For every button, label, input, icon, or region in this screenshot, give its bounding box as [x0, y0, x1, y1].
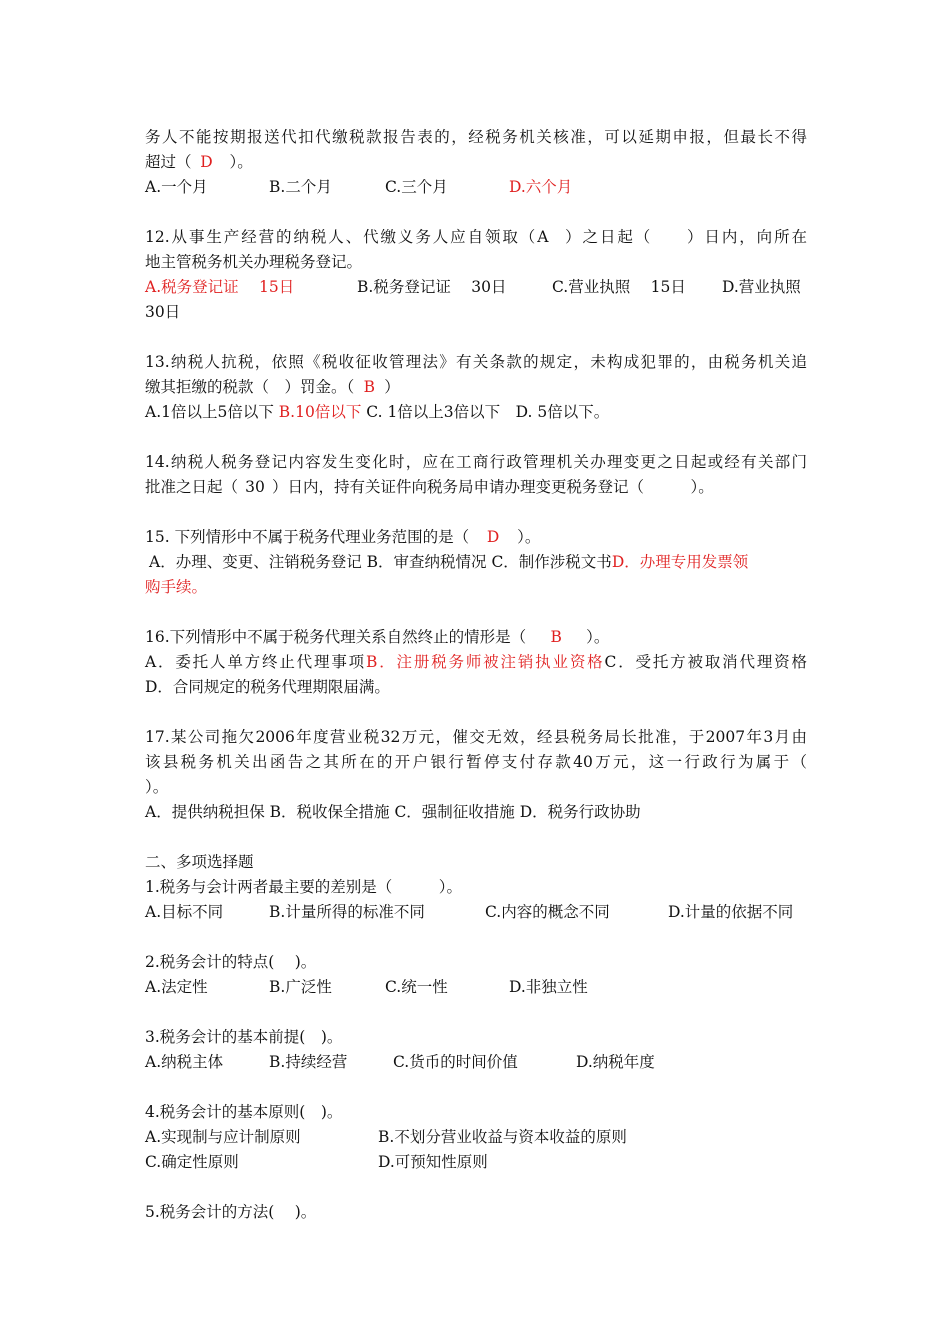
m1-option-d: D.计量的依据不同	[668, 903, 794, 921]
m3-option-b: B.持续经营	[269, 1053, 348, 1071]
q11-option-d: D.六个月	[509, 178, 573, 196]
q12-option-d: D.营业执照	[722, 278, 801, 296]
m4-options-cd	[145, 1150, 807, 1175]
q13-line1: 13.纳税人抗税，依照《税收征收管理法》有关条款的规定，未构成犯罪的，由税务机关追	[145, 353, 807, 371]
m3-option-c: C.货币的时间价值	[393, 1053, 518, 1071]
m3-option-d: D.纳税年度	[576, 1053, 655, 1071]
m2-option-a: A.法定性	[145, 978, 208, 996]
m3-options	[145, 1050, 807, 1075]
q12-answer: A	[537, 228, 549, 246]
q13-answer: B	[363, 378, 375, 396]
m4-option-c: C.确定性原则	[145, 1153, 239, 1171]
m5-question: 5.税务会计的方法( )。	[145, 1203, 317, 1221]
q15-options: A．办理、变更、注销税务登记 B．审查纳税情况 C．制作涉税文书D．办理专用发票领	[149, 553, 749, 571]
m4-option-b: B.不划分营业收益与资本收益的原则	[378, 1128, 627, 1146]
m3-option-a: A.纳税主体	[145, 1053, 224, 1071]
m2-option-d: D.非独立性	[509, 978, 588, 996]
q13-options	[145, 400, 807, 425]
q16-option-b: B．注册税务师被注销执业资格	[365, 653, 605, 671]
section-title: 二、多项选择题	[145, 853, 254, 871]
q12-option-c: C.营业执照 15日	[552, 278, 686, 296]
q16-option-a: A．委托人单方终止代理事项	[145, 653, 366, 671]
q12-line1: 12.从事生产经营的纳税人、代缴义务人应自领取（A ）之日起（ ）日内，向所在	[145, 225, 807, 250]
m2-option-b: B.广泛性	[269, 978, 332, 996]
q16-line1: 16.下列情形中不属于税务代理关系自然终止的情形是（ B ）。	[145, 625, 807, 650]
m2-options	[145, 975, 807, 1000]
q14-answer: 30	[245, 478, 265, 496]
q11-options	[145, 175, 807, 200]
q16-option-d: D．合同规定的税务代理期限届满。	[145, 678, 390, 696]
q11-option-b: B.二个月	[269, 178, 332, 196]
m1-options	[145, 900, 807, 925]
q17-line2: 该县税务机关出函告之其所在的开户银行暂停支付存款40万元，这一行政行为属于（	[145, 753, 807, 771]
m1-option-c: C.内容的概念不同	[485, 903, 610, 921]
q13-option-cd: C. 1倍以上3倍以下 D. 5倍以下。	[366, 403, 610, 421]
q12-option-d-cont: 30日	[145, 303, 181, 321]
q15-line1: 15. 下列情形中不属于税务代理业务范围的是（ D ）。	[145, 525, 807, 550]
q17-line1: 17.某公司拖欠2006年度营业税32万元，催交无效，经县税务局长批准，于2007年3月由	[145, 728, 807, 746]
m4-question: 4.税务会计的基本原则( )。	[145, 1103, 343, 1121]
q12-line2: 地主管税务机关办理税务登记。	[145, 253, 363, 271]
m4-option-d: D.可预知性原则	[378, 1153, 488, 1171]
q13-option-b: B.10倍以下	[278, 403, 362, 421]
q15-option-d: D．办理专用发票领	[611, 553, 749, 571]
q12-options	[145, 275, 807, 300]
q16-answer: B	[550, 628, 562, 646]
q15-option-d-cont: 购手续。	[145, 578, 208, 596]
m2-question: 2.税务会计的特点( )。	[145, 953, 317, 971]
q11-option-c: C.三个月	[385, 178, 448, 196]
m2-option-c: C.统一性	[385, 978, 448, 996]
m1-option-b: B.计量所得的标准不同	[269, 903, 425, 921]
q11-option-a: A.一个月	[145, 178, 208, 196]
q15-answer: D	[486, 528, 500, 546]
q11-line1: 务人不能按期报送代扣代缴税款报告表的，经税务机关核准，可以延期申报，但最长不得	[145, 128, 807, 146]
q12-option-a: A.税务登记证 15日	[145, 278, 295, 296]
q13-option-a: A.1倍以上5倍以下	[145, 403, 274, 421]
q14-line1: 14.纳税人税务登记内容发生变化时，应在工商行政管理机关办理变更之日起或经有关部门	[145, 453, 807, 471]
m1-option-a: A.目标不同	[145, 903, 224, 921]
q14-line2: 批准之日起（ 30 ）日内，持有关证件向税务局申请办理变更税务登记（ ）。	[145, 475, 807, 500]
document-content	[145, 125, 807, 1225]
q11-answer: D	[200, 153, 213, 171]
m1-question: 1.税务与会计两者最主要的差别是（ ）。	[145, 878, 463, 896]
q11-line2: 超过（ D ）。	[145, 150, 807, 175]
m4-option-a: A.实现制与应计制原则	[145, 1128, 301, 1146]
q17-line3: ）。	[145, 778, 169, 796]
q17-options: A．提供纳税担保 B．税收保全措施 C．强制征收措施 D．税务行政协助	[145, 803, 641, 821]
q13-line2: 缴其拒缴的税款（ ）罚金。（ B ）	[145, 375, 807, 400]
q16-options	[145, 650, 807, 675]
m4-options-ab	[145, 1125, 807, 1150]
q12-option-b: B.税务登记证 30日	[357, 278, 507, 296]
q16-option-c: C．受托方被取消代理资格	[604, 653, 807, 671]
m3-question: 3.税务会计的基本前提( )。	[145, 1028, 343, 1046]
